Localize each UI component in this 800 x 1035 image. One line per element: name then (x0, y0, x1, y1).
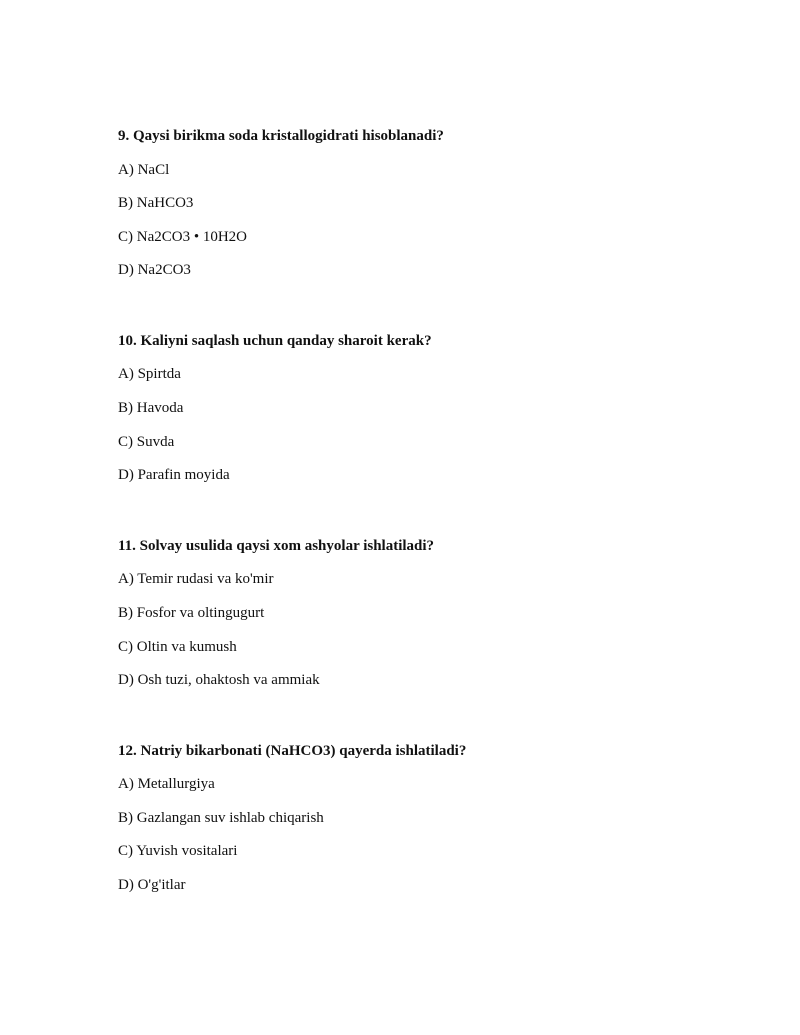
answer-option-c: C) Na2CO3 • 10H2O (118, 228, 247, 245)
answer-option-a: A) Spirtda (118, 366, 181, 383)
answer-option-c: C) Yuvish vositalari (118, 843, 238, 860)
document-page (118, 126, 758, 946)
answer-option-c: C) Suvda (118, 433, 175, 450)
answer-option-d: D) Osh tuzi, ohaktosh va ammiak (118, 672, 320, 689)
question-title: 10. Kaliyni saqlash uchun qanday sharoit kerak? (118, 332, 432, 349)
answer-option-a: A) NaCl (118, 161, 170, 178)
question-title: 12. Natriy bikarbonati (NaHCO3) qayerda ishlatiladi? (118, 742, 467, 759)
question-12 (118, 741, 758, 895)
answer-option-b: B) NaHCO3 (118, 195, 194, 212)
answer-option-d: D) Parafin moyida (118, 467, 230, 484)
answer-option-a: A) Metallurgiya (118, 776, 215, 793)
question-title: 9. Qaysi birikma soda kristallogidrati hisoblanadi? (118, 128, 444, 144)
question-title: 11. Solvay usulida qaysi xom ashyolar ishlatiladi? (118, 537, 435, 554)
answer-option-b: B) Gazlangan suv ishlab chiqarish (118, 809, 324, 826)
answer-option-d: D) O'g'itlar (118, 877, 186, 893)
answer-option-d: D) Na2CO3 (118, 262, 191, 279)
answer-option-a: A) Temir rudasi va ko'mir (118, 571, 274, 588)
answer-option-b: B) Havoda (118, 400, 184, 417)
question-11 (118, 536, 758, 690)
question-10 (118, 331, 758, 485)
question-9 (118, 126, 758, 280)
answer-option-c: C) Oltin va kumush (118, 638, 237, 655)
answer-option-b: B) Fosfor va oltingugurt (118, 604, 265, 621)
